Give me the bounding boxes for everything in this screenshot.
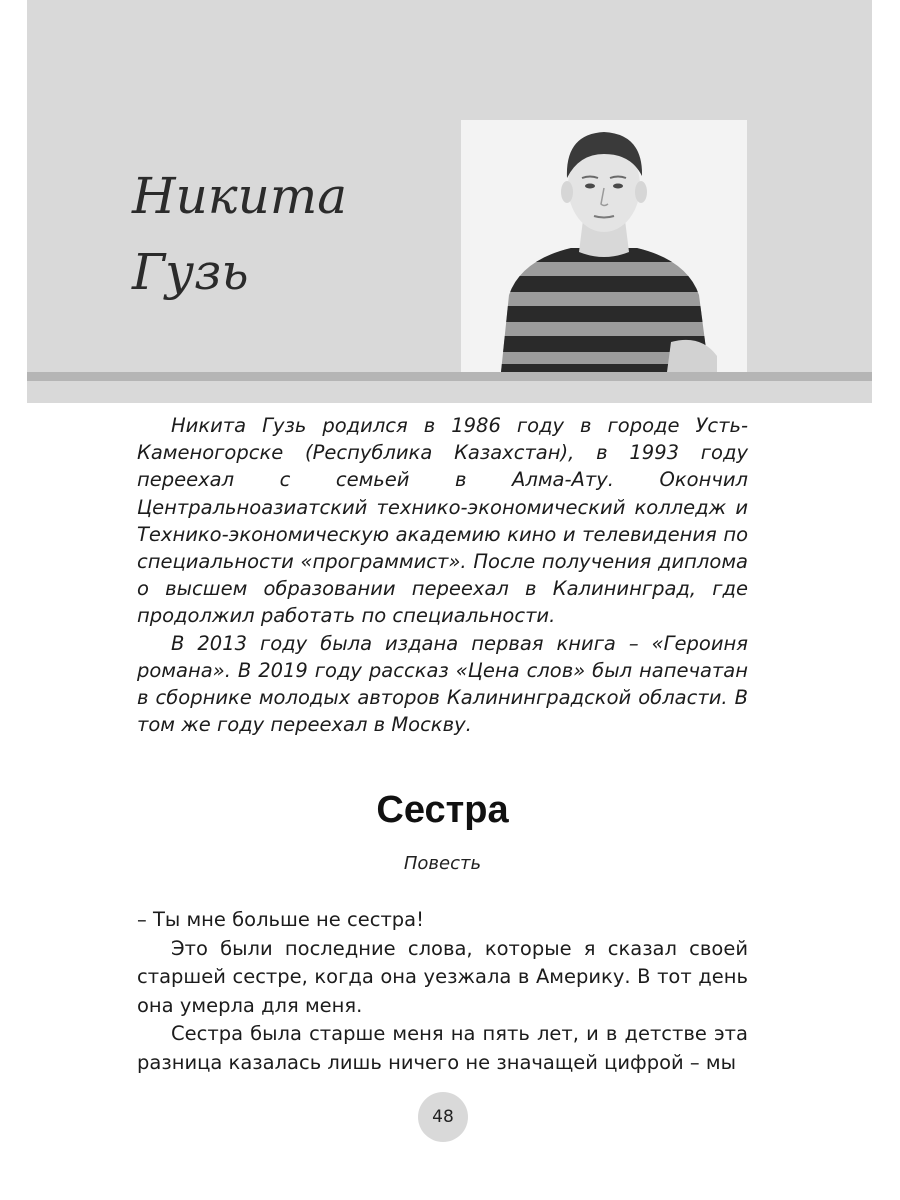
author-name [132, 158, 432, 310]
author-last-name: Гузь [132, 243, 249, 301]
bio-paragraph: Никита Гузь родился в 1986 году в городе Усть-Каменогорске (Республика Казахстан), в 1993 году переехал с семьей в Алма-Ату. Окончил Центральноазиатский технико-экономический колледж и Технико-экономическую академию кино и телевидения по специальности «программист». После получения диплома о высшем образовании переехал в Калининград, где продолжил работать по специальности. [137, 414, 748, 628]
page-number: 48 [418, 1092, 468, 1142]
story-title: Сестра [376, 789, 509, 831]
author-first-name: Никита [132, 167, 348, 225]
story-paragraph: Сестра была старше меня на пять лет, и в детстве эта разница казалась лишь ничего не значащей цифрой – мы [137, 1022, 748, 1074]
author-portrait [461, 120, 747, 372]
header-divider [27, 372, 872, 381]
bio-paragraph: В 2013 году была издана первая книга – «Героиня романа». В 2019 году рассказ «Цена слов» был напечатан в сборнике молодых авторов Калининградской области. В том же году переехал в Москву. [137, 631, 748, 737]
story-text [137, 906, 748, 1077]
story-paragraph: – Ты мне больше не сестра! [137, 908, 424, 931]
author-portrait-image [461, 120, 747, 372]
story-paragraph: Это были последние слова, которые я сказал своей старшей сестре, когда она уезжала в Америку. В тот день она умерла для меня. [137, 936, 748, 1017]
story-genre: Повесть [403, 853, 482, 874]
author-bio [137, 412, 748, 738]
